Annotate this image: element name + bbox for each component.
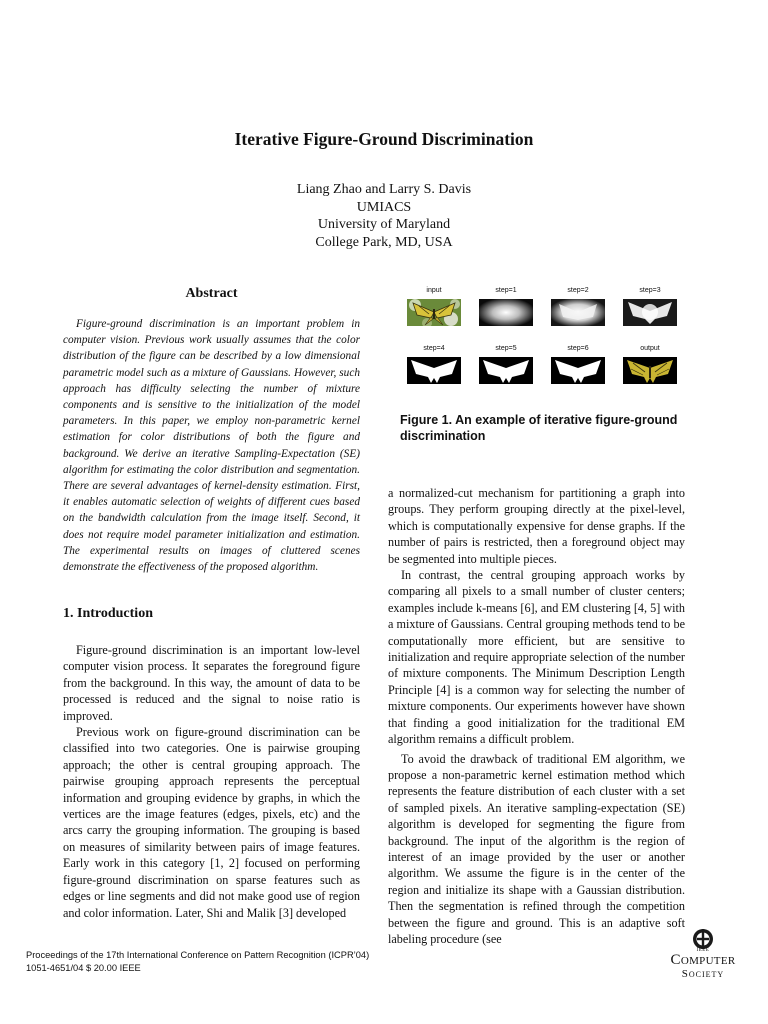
logo-line-computer: Computer (670, 952, 736, 968)
figure-panel (622, 286, 678, 326)
figure-panel (550, 286, 606, 326)
step5-image (479, 357, 533, 384)
footer-issn: 1051-4651/04 $ 20.00 IEEE (26, 963, 141, 973)
logo-ieee-text: IEEE (696, 948, 710, 953)
affiliation-line: College Park, MD, USA (315, 234, 453, 250)
figure-panel (622, 344, 678, 384)
panel-label: step=1 (495, 287, 517, 294)
abstract-section (63, 286, 360, 575)
panel-label: step=3 (639, 287, 661, 294)
figure-1 (400, 286, 690, 444)
output-image (623, 357, 677, 384)
step3-image (623, 299, 677, 326)
logo-line-society: Society (681, 968, 725, 980)
input-image (407, 299, 461, 326)
abstract-heading: Abstract (185, 286, 238, 301)
paragraph: Previous work on figure-ground discrimination can be classified into two categories. One is pairwise grouping approach; the other is central grouping approach. The pairwise grouping approach represents the perceptual information and grouping evidence by graphs, in which the vertices are the image features (edges, pixels, etc) and the arcs carry the grouping information. The grouping is based on measures of similarity between pairs of image features. Early work in this category [1, 2] focused on performing figure-ground discrimination on sparse features such as edges or line segments and did not make good use of region and color information. Later, Shi and Malik [3] developed (63, 725, 360, 920)
panel-label: output (640, 345, 660, 352)
figure-panel (478, 286, 534, 326)
panel-label: step=2 (567, 287, 589, 294)
ieee-computer-society-logo (663, 927, 743, 980)
step6-image (551, 357, 605, 384)
footer (26, 949, 369, 975)
footer-proceedings: Proceedings of the 17th International Conference on Pattern Recognition (ICPR’04) (26, 950, 370, 960)
figure-panel (406, 286, 462, 326)
paragraph: a normalized-cut mechanism for partitioning a graph into groups. They perform grouping directly at the pixel-level, which is computationally expensive for dense graphs. If the number of pairs is restricted, then a foreground object may be segmented into multiple pieces. (388, 486, 685, 566)
affiliation-line: University of Maryland (317, 217, 451, 233)
affiliation-line: UMIACS (356, 199, 412, 215)
figure-row (406, 344, 678, 384)
figure-caption: Figure 1. An example of iterative figure-ground discrimination (400, 413, 678, 443)
paragraph: In contrast, the central grouping approach works by comparing all pixels to a small number of cluster centers; examples include k-means [6], and EM clustering [4, 5] with a mixture of Gaussians. Central grouping methods tend to be computationally more efficient, but are sensitive to initialization and require appropriate selection of the number of mixture components. The Minimum Description Length Principle [4] is a common way for selecting the number of mixture components. Our experiments however have shown that finding a good initialization for the traditional EM algorithm remains a difficult problem. (388, 568, 685, 747)
figure-panel (406, 344, 462, 384)
step4-image (407, 357, 461, 384)
figure-row (406, 286, 678, 326)
author-names: Liang Zhao and Larry S. Davis (296, 182, 472, 197)
step2-image (551, 299, 605, 326)
author-block (0, 181, 768, 251)
step1-image (479, 299, 533, 326)
right-column-body (388, 485, 685, 947)
introduction-body (63, 642, 360, 921)
paragraph: Figure-ground discrimination is an important low-level computer vision process. It separates the foreground figure from the background. In this way, the amount of data to be processed is reduced and the signal to noise ratio is improved. (63, 643, 360, 723)
section-heading-introduction: 1. Introduction (63, 606, 153, 621)
figure-panel (478, 344, 534, 384)
paper-title: Iterative Figure-Ground Discrimination (234, 129, 534, 149)
paragraph: To avoid the drawback of traditional EM algorithm, we propose a non-parametric kernel estimation method which represents the feature distribution of each cluster with a set of sampled pixels. An iterative sampling-expectation (SE) algorithm is developed for segmenting the figure from background. The input of the algorithm is the region of interest of an image provided by the user or another algorithm. We assume the figure is in the center of the region and initialize its shape with a Gaussian distribution. Then the segmentation is refined through the competition between the figure and ground. This is an adaptive soft labeling procedure (see (388, 751, 685, 946)
panel-label: step=4 (423, 345, 445, 352)
panel-label: step=6 (567, 345, 589, 352)
panel-label: input (426, 287, 442, 294)
figure-panel (550, 344, 606, 384)
abstract-text: Figure-ground discrimination is an important problem in computer vision. Previous work usually assumes that the color distribution of the figure can be described by a low dimensional parametric model such as a mixture of Gaussians. However, such approach has difficulty selecting the number of mixture components and is sensitive to the initialization of the model parameters. In this paper, we employ non-parametric kernel estimation for color distributions of both the figure and background. We derive an iterative Sampling-Expectation (SE) algorithm for estimating the color distribution and segmentation. There are several advantages of kernel-density estimation. First, it enables automatic selection of weights of different cues based on the bandwidth calculation from the image itself. Second, it does not require model parameter initialization and estimation. The experimental results on images of cluttered scenes demonstrate the effectiveness of the proposed algorithm. (63, 318, 360, 574)
panel-label: step=5 (495, 345, 517, 352)
